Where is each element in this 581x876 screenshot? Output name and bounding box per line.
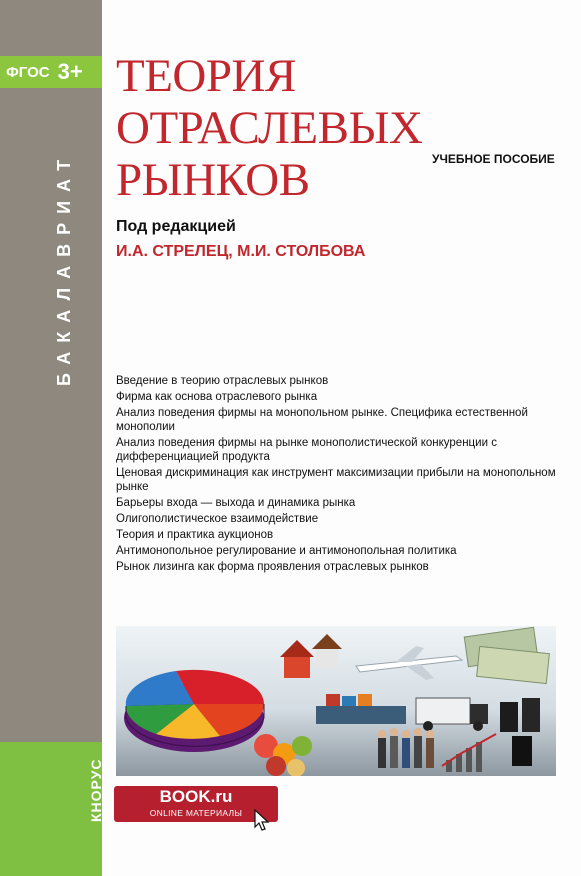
publisher-label: КНОРУС <box>88 758 104 822</box>
fgos-label: ФГОС <box>6 63 50 81</box>
title-line-2: РЫНКОВ <box>116 154 310 206</box>
pie-chart-graphic <box>124 670 264 752</box>
contents-item: Анализ поведения фирмы на монопольном рынке. Специфика естественной монополии <box>116 407 528 433</box>
illustration-collage <box>116 626 556 776</box>
cargo-ship-graphic <box>316 694 406 724</box>
banknotes-graphic <box>464 627 549 683</box>
contents-item: Фирма как основа отраслевого рынка <box>116 391 318 403</box>
fgos-badge <box>0 56 102 88</box>
people-graphic <box>378 728 434 768</box>
bookru-name: BOOK.ru <box>159 787 233 806</box>
contents-item: Анализ поведения фирмы на рынке монополистической конкуренции с дифференциацией продукта <box>116 437 497 463</box>
contents-item: Введение в теорию отраслевых рынков <box>116 375 329 387</box>
contents-item: Барьеры входа — выхода и динамика рынка <box>116 497 356 509</box>
contents-item: Рынок лизинга как форма проявления отраслевых рынков <box>116 561 429 573</box>
contents-item: Антимонопольное регулирование и антимонопольная политика <box>116 545 457 557</box>
truck-graphic <box>416 698 488 731</box>
contents-item: Олигополистическое взаимодействие <box>116 513 319 525</box>
spine-bottom-band <box>0 742 102 876</box>
authors: И.А. СТРЕЛЕЦ, М.И. СТОЛБОВА <box>116 243 366 260</box>
title-line-1: ТЕОРИЯ ОТРАСЛЕВЫХ <box>116 50 423 154</box>
fgos-version: 3+ <box>57 59 83 84</box>
growth-bars-graphic <box>442 734 496 772</box>
food-graphic <box>254 734 312 776</box>
contents-item: Ценовая дискриминация как инструмент максимизации прибыли на монопольном рынке <box>116 467 556 493</box>
contents-list <box>116 374 556 576</box>
mouse-cursor-icon <box>254 809 270 833</box>
book-title <box>116 50 566 206</box>
oil-barrels-graphic <box>500 698 540 766</box>
degree-label: БАКАЛАВРИАТ <box>54 150 74 386</box>
cover-illustration <box>116 626 556 776</box>
contents-item: Теория и практика аукционов <box>116 529 274 541</box>
houses-graphic <box>280 634 342 678</box>
airplane-graphic <box>356 646 462 680</box>
bookru-subtitle: ONLINE МАТЕРИАЛЫ <box>149 808 243 818</box>
editor-label: Под редакцией <box>116 218 236 235</box>
document-type: УЧЕБНОЕ ПОСОБИЕ <box>432 152 555 166</box>
